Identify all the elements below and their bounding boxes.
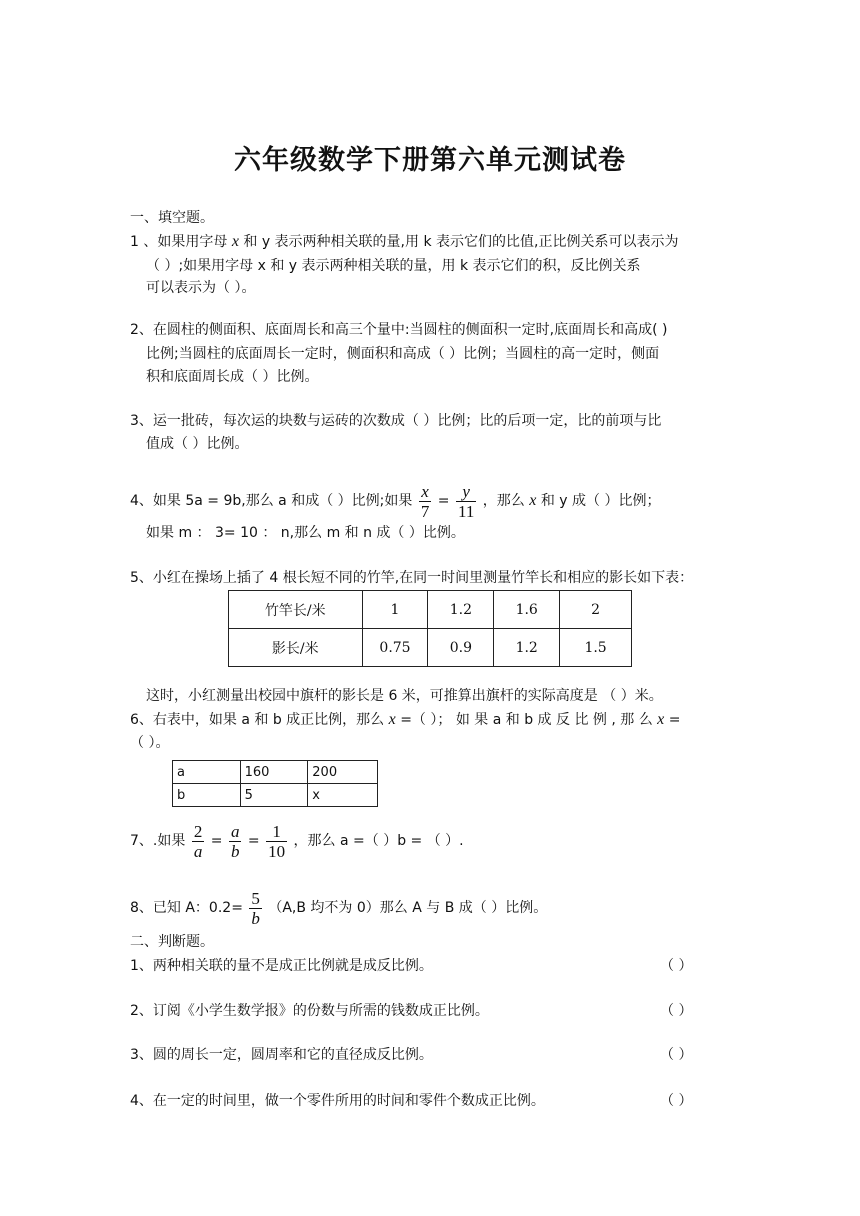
answer-paren: （ ） [660,958,693,974]
fraction-5-over-b [249,889,262,928]
question-6-line-1 [130,710,680,730]
table-cell: 200 [308,761,378,784]
fraction-numerator: a [230,821,240,841]
q7-text-pre: 7、.如果 [130,833,186,849]
section-heading-true-false: 二、判断题。 [130,934,214,950]
q4-text-b: ，那么 [482,493,525,509]
bamboo-shadow-table [228,590,632,667]
fraction-numerator: 1 [266,822,287,842]
table-cell: x [308,784,378,807]
fraction-denominator: 10 [268,841,286,861]
fraction-denominator: 7 [420,501,430,521]
judgment-item-4: 4、在一定的时间里，做一个零件所用的时间和零件个数成正比例。 [130,1093,545,1109]
q6-text-b: =（ ）； 如 果 a 和 b 成 反 比 例 , 那 么 [400,712,653,728]
table-cell: 160 [240,761,308,784]
table-row [173,784,378,807]
question-3-line-2: 值成（ ）比例。 [146,436,249,452]
question-4-line-2: 如果 m ： 3= 10 ： n,那么 m 和 n 成（ ）比例。 [146,525,465,541]
q6-text-a: 6、右表中，如果 a 和 b 成正比例，那么 [130,712,385,728]
table-cell: 2 [560,591,632,629]
table-cell: 1 [362,591,428,629]
answer-paren: （ ） [660,1047,693,1063]
answer-paren: （ ） [660,1093,693,1109]
q1-text-b: 和 y 表示两种相关联的量,用 k 表示它们的比值,正比例关系可以表示为 [243,234,679,250]
q1-variable-x: x [231,233,239,250]
table-cell: 0.9 [428,629,494,667]
judgment-item-1: 1、两种相关联的量不是成正比例就是成反比例。 [130,958,433,974]
question-8 [130,885,547,931]
table-cell: 0.75 [362,629,428,667]
q6-variable-x: x [657,711,665,728]
fraction-numerator: 2 [193,821,203,841]
fraction-denominator: b [251,908,260,928]
question-5-line-2: 这时，小红测量出校园中旗杆的影长是 6 米，可推算出旗杆的实际高度是 （ ）米。 [146,688,663,704]
question-5-line-1: 5、小红在操场上插了 4 根长短不同的竹竿,在同一时间里测量竹竿长和相应的影长如下表： [130,570,694,586]
section-heading-fill-in: 一、填空题。 [130,210,214,226]
equals-sign: = [210,833,223,849]
fraction-denominator: 11 [457,501,475,521]
q4-text-a: 4、如果 5a = 9b,那么 a 和成（ ）比例;如果 [130,493,413,509]
equals-sign: = [437,493,450,509]
equals-sign: = [247,833,260,849]
question-1-line-2: （ ）;如果用字母 x 和 y 表示两种相关联的量，用 k 表示它们的积，反比例关系 [146,258,641,274]
judgment-item-2: 2、订阅《小学生数学报》的份数与所需的钱数成正比例。 [130,1003,489,1019]
fraction-a-over-b [229,822,242,861]
fraction-numerator: y [456,482,476,502]
fraction-denominator: a [193,841,203,861]
judgment-item-3: 3、圆的周长一定，圆周率和它的直径成反比例。 [130,1047,433,1063]
table-cell: 1.5 [560,629,632,667]
table-cell: a [173,761,241,784]
table-row [229,629,632,667]
q1-text-a: 1 、如果用字母 [130,234,228,250]
table-cell: 1.2 [428,591,494,629]
q4-variable-x: x [529,492,537,509]
question-3-line-1: 3、运一批砖，每次运的块数与运砖的次数成（ ）比例；比的后项一定，比的前项与比 [130,413,662,429]
table-row [173,761,378,784]
fraction-x-over-7 [419,482,432,521]
question-2-line-3: 积和底面周长成（ ）比例。 [146,369,319,385]
q6-variable-x: x [388,711,396,728]
q4-text-c: 和 y 成（ ）比例； [540,493,661,509]
fraction-denominator: b [230,841,240,861]
table-cell: 1.6 [494,591,560,629]
question-1-line-1 [130,232,678,252]
q8-text-pre: 8、已知 A：0.2= [130,900,243,916]
fraction-2-over-a [192,822,205,861]
table-cell: b [173,784,241,807]
answer-paren: （ ） [660,1003,693,1019]
table-cell: 1.2 [494,629,560,667]
fraction-y-over-11 [456,482,476,521]
question-6-line-2: （ ）。 [130,735,170,751]
q7-text-post: ，那么 a =（ ）b = （ ）. [293,833,464,849]
q8-text-post: （A,B 均不为 0）那么 A 与 B 成（ ）比例。 [268,900,548,916]
fraction-numerator: 5 [251,888,260,908]
question-2-line-2: 比例;当圆柱的底面周长一定时，侧面积和高成（ ）比例；当圆柱的高一定时，侧面 [146,346,660,362]
ab-table [172,760,378,807]
q6-text-c: = [668,712,681,728]
table-row-label: 竹竿长/米 [229,591,363,629]
question-2-line-1: 2、在圆柱的侧面积、底面周长和高三个量中:当圆柱的侧面积一定时,底面周长和高成( ) [130,322,668,338]
table-row [229,591,632,629]
question-7 [130,818,464,864]
table-row-label: 影长/米 [229,629,363,667]
fraction-1-over-10 [266,822,287,861]
question-1-line-3: 可以表示为（ ）。 [146,280,256,296]
question-4-line-1 [130,478,660,524]
fraction-numerator: x [419,482,432,502]
table-cell: 5 [240,784,308,807]
page-title: 六年级数学下册第六单元测试卷 [234,145,626,176]
